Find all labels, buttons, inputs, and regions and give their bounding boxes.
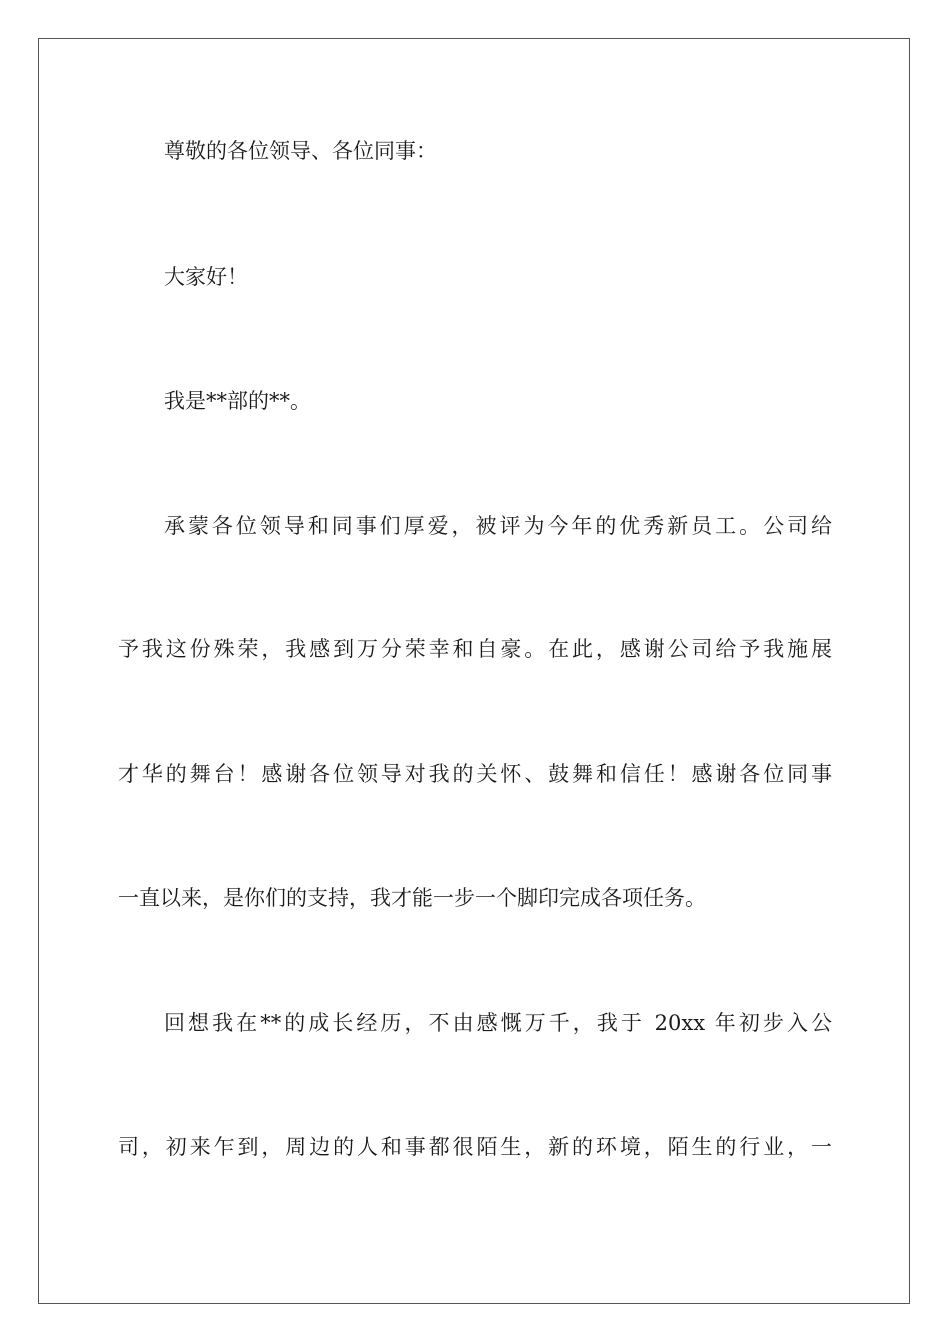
paragraph-line: 司，初来乍到，周边的人和事都很陌生，新的环境，陌生的行业，一 — [118, 1135, 832, 1159]
paragraph-line: 一直以来，是你们的支持，我才能一步一个脚印完成各项任务。 — [118, 886, 706, 910]
paragraph-line: 回想我在**的成长经历，不由感慨万千，我于 20xx 年初步入公 — [164, 1011, 832, 1035]
paragraph-line: 才华的舞台！感谢各位领导对我的关怀、鼓舞和信任！感谢各位同事 — [118, 762, 832, 786]
paragraph-line: 予我这份殊荣，我感到万分荣幸和自豪。在此，感谢公司给予我施展 — [118, 637, 832, 661]
self-intro-line: 我是**部的**。 — [164, 389, 311, 413]
paragraph-line: 承蒙各位领导和同事们厚爱，被评为今年的优秀新员工。公司给 — [164, 514, 832, 538]
page-frame — [38, 38, 910, 1304]
salutation-line: 尊敬的各位领导、各位同事： — [164, 139, 437, 163]
greeting-line: 大家好！ — [164, 265, 248, 289]
